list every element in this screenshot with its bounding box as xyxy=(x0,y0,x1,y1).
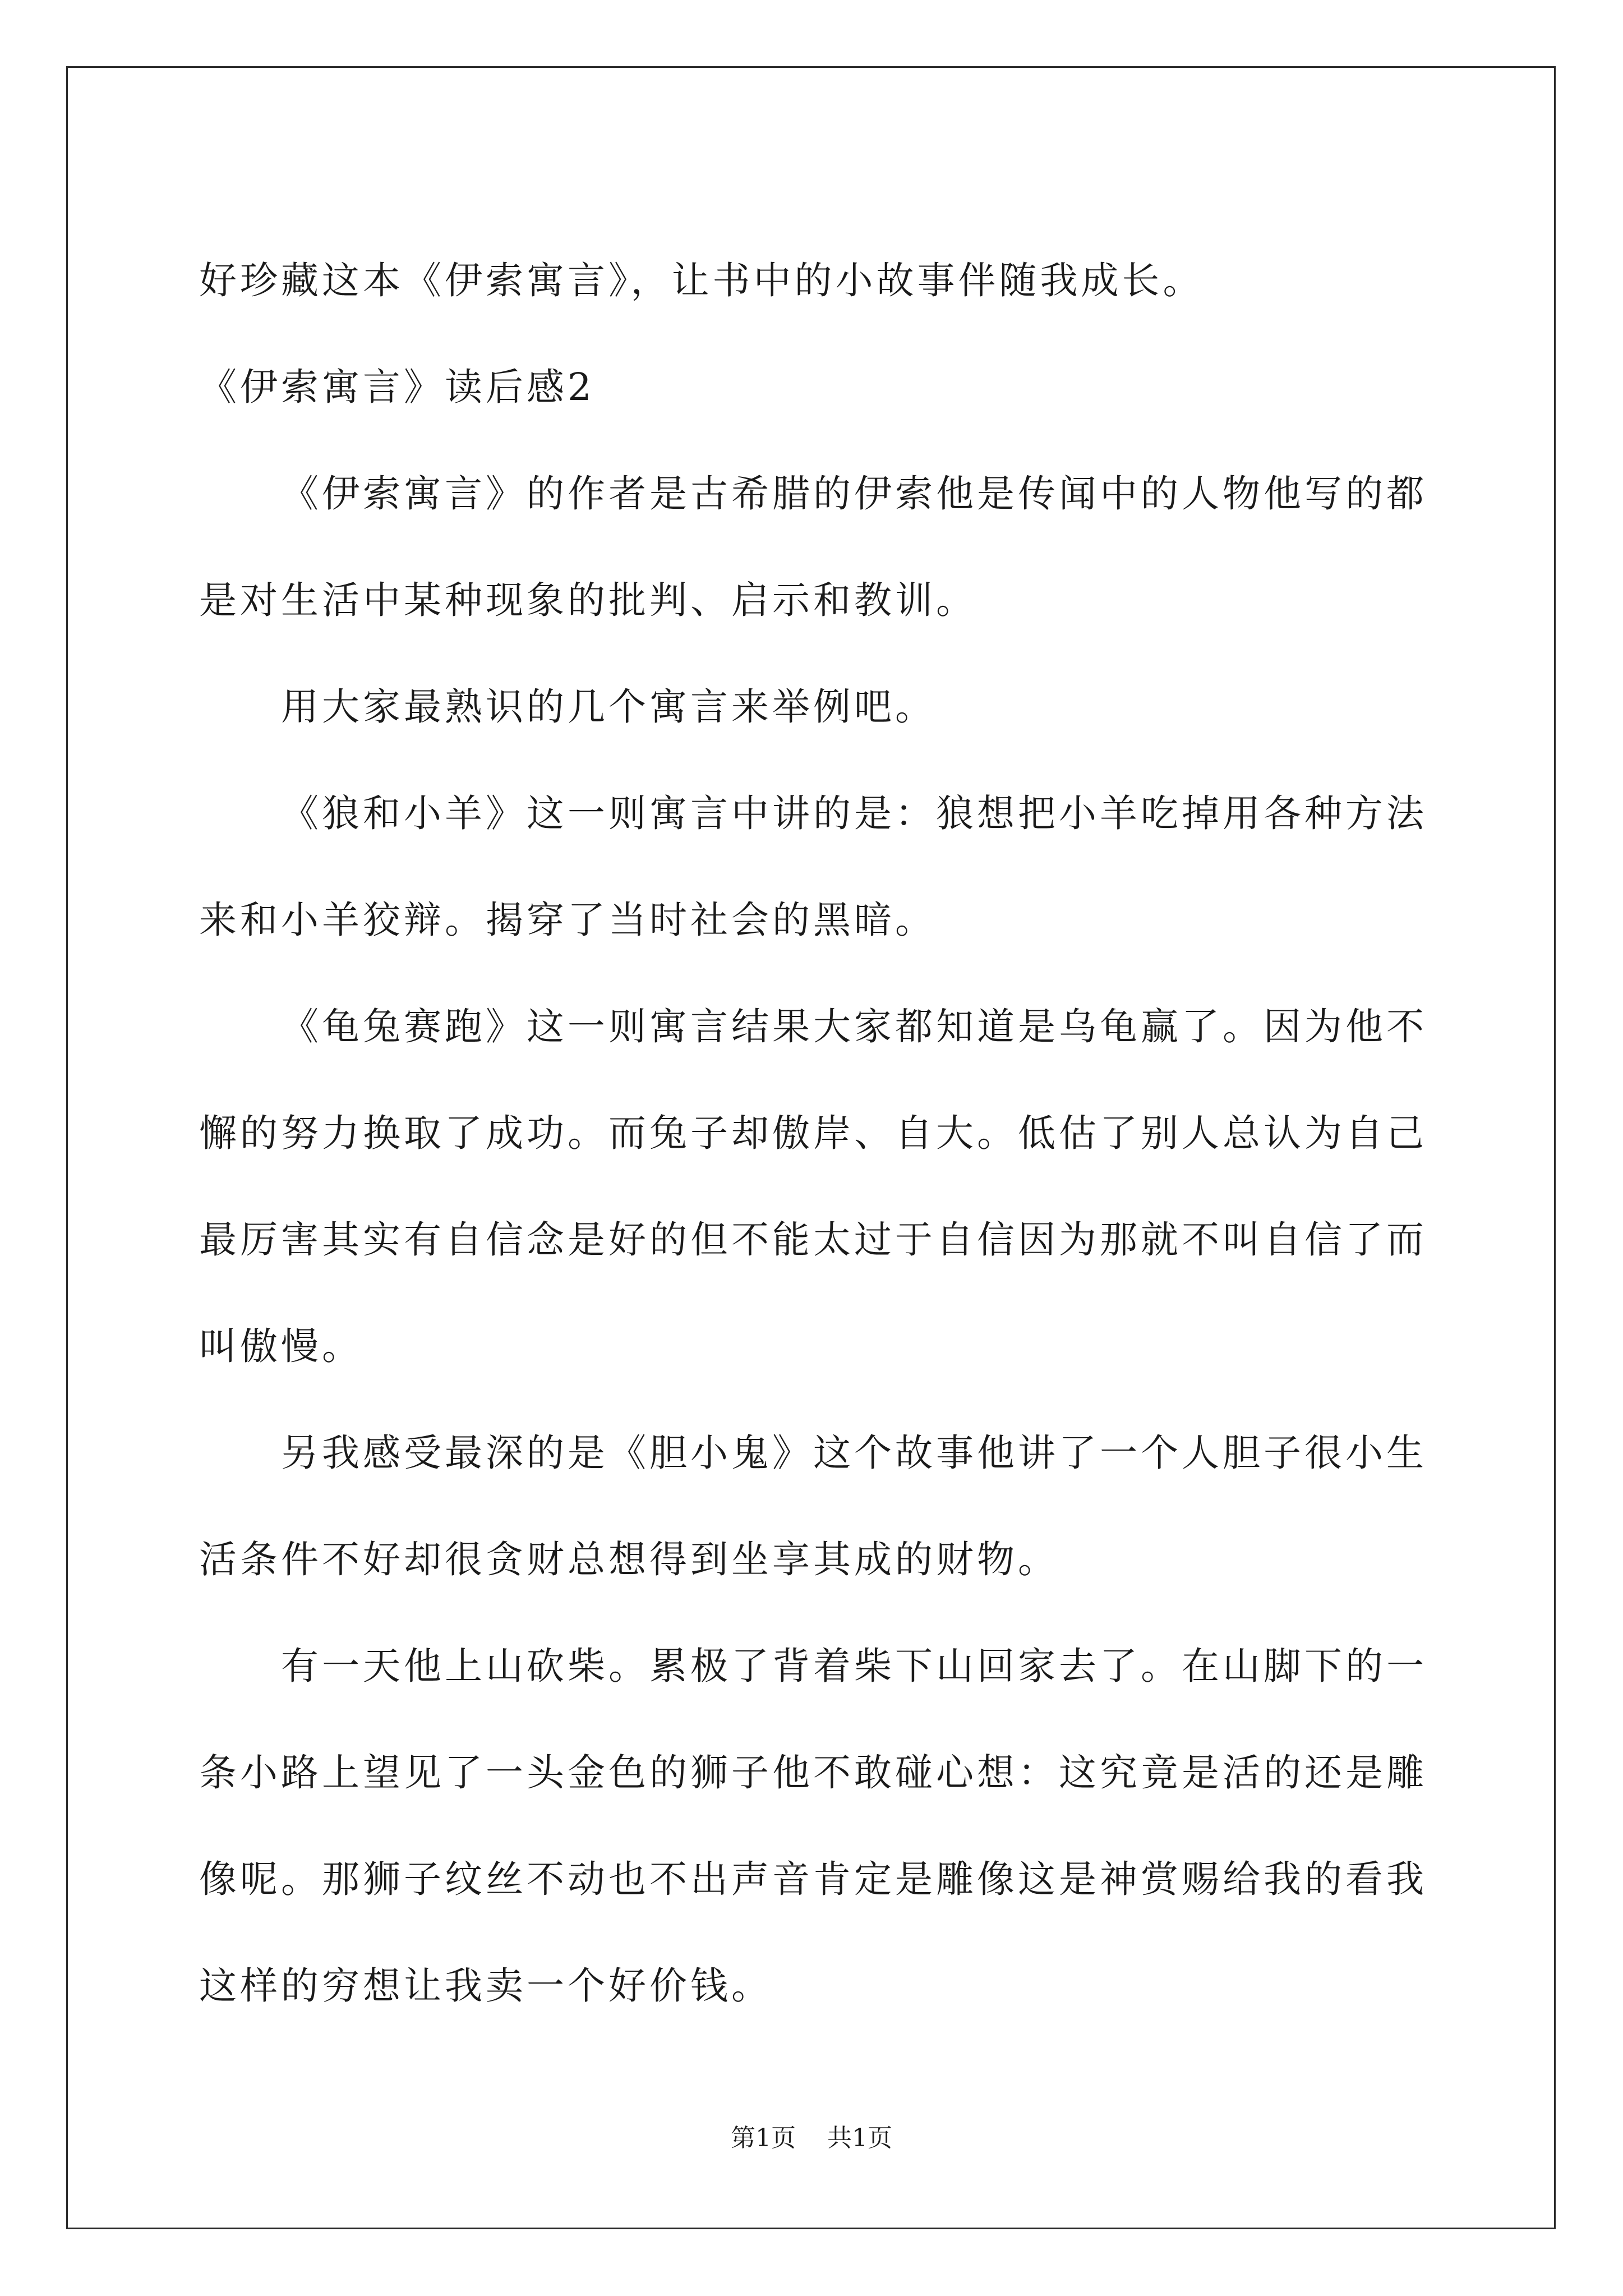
text-line-10: 最厉害其实有自信念是好的但不能太过于自信因为那就不叫自信了而 xyxy=(199,1218,1427,1262)
text-line-11: 叫傲慢。 xyxy=(199,1324,363,1368)
section-heading: 《伊索寓言》读后感2 xyxy=(199,365,595,409)
text-line-1: 好珍藏这本《伊索寓言》，让书中的小故事伴随我成长。 xyxy=(199,259,1204,302)
page-footer xyxy=(0,2118,1623,2154)
text-line-14: 有一天他上山砍柴。累极了背着柴下山回家去了。在山脚下的一 xyxy=(281,1644,1427,1688)
page-total: 共1页 xyxy=(827,2124,892,2152)
text-line-8: 《龟兔赛跑》这一则寓言结果大家都知道是乌龟赢了。因为他不 xyxy=(281,1005,1427,1048)
text-line-12: 另我感受最深的是《胆小鬼》这个故事他讲了一个人胆子很小生 xyxy=(281,1431,1427,1475)
text-line-9: 懈的努力换取了成功。而兔子却傲岸、自大。低估了别人总认为自己 xyxy=(199,1111,1427,1155)
text-line-5: 用大家最熟识的几个寓言来举例吧。 xyxy=(281,685,936,729)
document-body xyxy=(199,227,1427,2039)
text-line-15: 条小路上望见了一头金色的狮子他不敢碰心想：这究竟是活的还是雕 xyxy=(199,1751,1427,1795)
text-line-13: 活条件不好却很贪财总想得到坐享其成的财物。 xyxy=(199,1538,1059,1581)
text-line-6: 《狼和小羊》这一则寓言中讲的是：狼想把小羊吃掉用各种方法 xyxy=(281,792,1427,835)
text-line-16: 像呢。那狮子纹丝不动也不出声音肯定是雕像这是神赏赐给我的看我 xyxy=(199,1857,1427,1901)
text-line-4: 是对生活中某种现象的批判、启示和教训。 xyxy=(199,578,977,622)
text-line-7: 来和小羊狡辩。揭穿了当时社会的黑暗。 xyxy=(199,898,936,942)
page-number: 第1页 xyxy=(731,2124,796,2152)
text-line-17: 这样的穷想让我卖一个好价钱。 xyxy=(199,1964,772,2008)
text-line-3: 《伊索寓言》的作者是古希腊的伊索他是传闻中的人物他写的都 xyxy=(281,472,1427,516)
